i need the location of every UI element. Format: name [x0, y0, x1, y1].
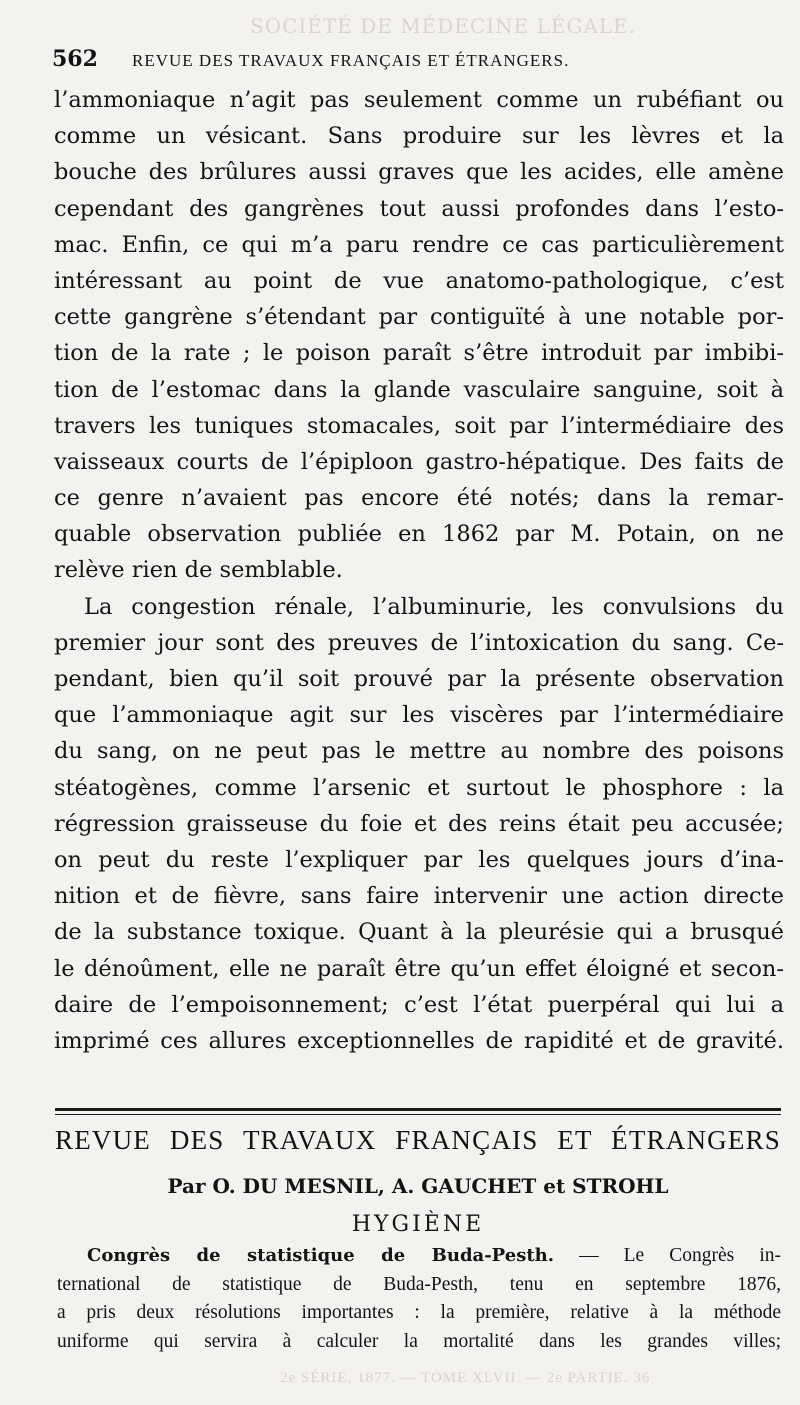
- body-line: relève rien de semblable.: [54, 557, 343, 584]
- body-line: premier jour sont des preuves de l’intoxication du sang. Ce-: [54, 629, 784, 656]
- body-line: que l’ammoniaque agit sur les viscères par l’intermédiaire: [54, 702, 784, 729]
- article-line: uniforme qui servira à calculer la mortalité dans les grandes villes;: [57, 1330, 781, 1352]
- page-header: [52, 46, 752, 76]
- page-number: 562: [52, 46, 98, 72]
- article-text: [57, 1242, 781, 1356]
- article-line: [57, 1242, 781, 1271]
- body-line: cependant des gangrènes tout aussi profondes dans l’esto-: [54, 195, 784, 222]
- body-line: comme un vésicant. Sans produire sur les lèvres et la: [54, 123, 784, 150]
- bleed-through-text: SOCIÉTÉ DE MÉDECINE LÉGALE.: [250, 14, 637, 38]
- body-line: vaisseaux courts de l’épiploon gastro-hépatique. Des faits de: [54, 448, 784, 475]
- running-title: REVUE DES TRAVAUX FRANÇAIS ET ÉTRANGERS.: [132, 51, 570, 70]
- section-divider-thick: [55, 1108, 781, 1111]
- body-line: pendant, bien qu’il soit prouvé par la présente observation: [54, 666, 784, 692]
- body-line: on peut du reste l’expliquer par les quelques jours d’ina-: [54, 846, 784, 873]
- body-line: mac. Enfin, ce qui m’a paru rendre ce cas particulièrement: [54, 231, 784, 258]
- body-line: intéressant au point de vue anatomo-pathologique, c’est: [54, 267, 784, 294]
- section-divider-thin: [55, 1114, 781, 1115]
- body-line: de la substance toxique. Quant à la pleurésie qui a brusqué: [54, 919, 784, 946]
- article-first-line-rest: — Le Congrès in-: [554, 1245, 781, 1266]
- section-subheading: HYGIÈNE: [351, 1212, 485, 1237]
- article-line: a pris deux résolutions importantes : la première, relative à la méthode: [57, 1302, 781, 1324]
- article-lead: Congrès de statistique de Buda-Pesth.: [87, 1245, 554, 1266]
- footer-bleed-through: 2e SÉRIE, 1877. — TOME XLVII. — 2e PARTIE. 36: [280, 1370, 651, 1386]
- body-line: tion de l’estomac dans la glande vasculaire sanguine, soit à: [54, 376, 784, 403]
- body-line: daire de l’empoisonnement; c’est l’état puerpéral qui lui a: [54, 991, 784, 1018]
- body-line: nition et de fièvre, sans faire intervenir une action directe: [54, 883, 784, 910]
- body-line: quable observation publiée en 1862 par M. Potain, on ne: [54, 521, 784, 548]
- body-line: cette gangrène s’étendant par contiguïté à une notable por-: [54, 304, 784, 331]
- section-authors: Par O. DU MESNIL, A. GAUCHET et STROHL: [167, 1174, 669, 1198]
- section-title: REVUE DES TRAVAUX FRANÇAIS ET ÉTRANGERS: [55, 1125, 781, 1155]
- body-line: travers les tuniques stomacales, soit par l’intermédiaire des: [54, 412, 784, 439]
- body-line: stéatogènes, comme l’arsenic et surtout le phosphore : la: [54, 774, 784, 801]
- body-line: le dénoûment, elle ne paraît être qu’un effet éloigné et secon-: [54, 955, 784, 982]
- body-line: régression graisseuse du foie et des reins était peu accusée;: [54, 810, 784, 837]
- body-line: tion de la rate ; le poison paraît s’être introduit par imbibi-: [54, 340, 784, 367]
- body-line: ce genre n’avaient pas encore été notés; dans la remar-: [54, 485, 784, 512]
- body-text: [54, 82, 784, 1059]
- body-line: bouche des brûlures aussi graves que les acides, elle amène: [54, 159, 784, 186]
- article-line: ternational de statistique de Buda-Pesth, tenu en septembre 1876,: [57, 1273, 781, 1295]
- body-line: du sang, on ne peut pas le mettre au nombre des poisons: [54, 738, 784, 765]
- body-line: l’ammoniaque n’agit pas seulement comme un rubéfiant ou: [54, 87, 784, 113]
- body-line: imprimé ces allures exceptionnelles de rapidité et de gravité.: [54, 1027, 784, 1054]
- body-line: La congestion rénale, l’albuminurie, les convulsions du: [84, 593, 784, 620]
